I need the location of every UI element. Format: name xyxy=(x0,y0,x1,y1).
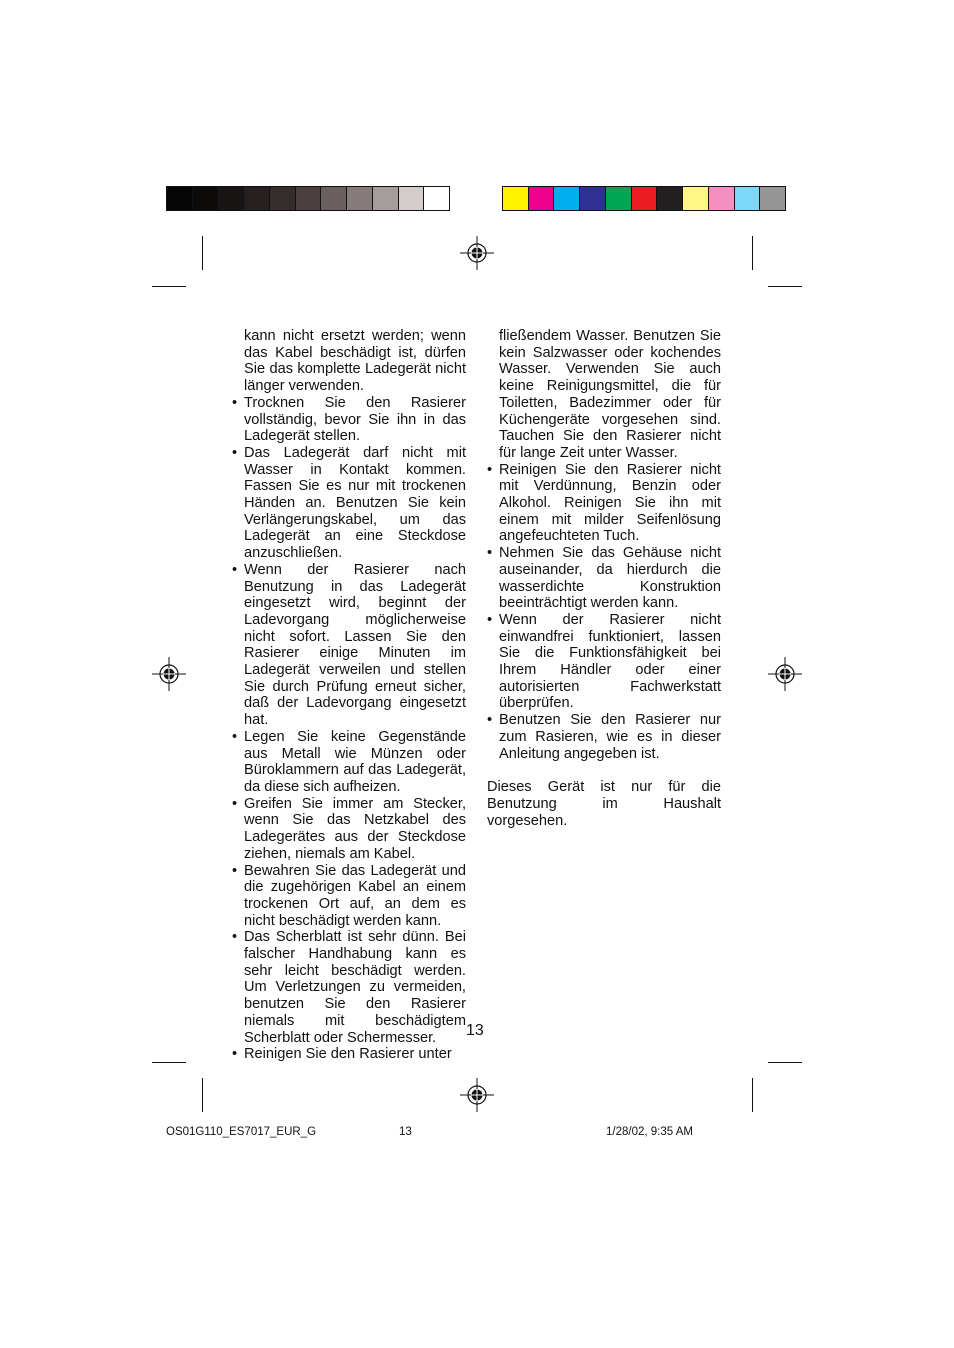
footer-file-name: OS01G110_ES7017_EUR_G xyxy=(166,1126,317,1138)
list-item xyxy=(487,462,721,546)
list-item xyxy=(232,445,466,562)
footer-page: 13 xyxy=(399,1126,412,1138)
list-item xyxy=(487,545,721,612)
color-swatch xyxy=(580,187,606,210)
list-item-text: Legen Sie keine Gegenstände aus Metall wie Münzen oder Büroklammern auf das Ladegerät, da diese sich aufheizen. xyxy=(244,728,466,795)
continued-paragraph: kann nicht ersetzt werden; wenn das Kabel beschädigt ist, dürfen Sie das komplette Ladegerät nicht länger verwenden. xyxy=(244,328,466,395)
registration-mark-icon xyxy=(460,1078,494,1112)
list-item xyxy=(232,395,466,445)
safety-bullet-list xyxy=(487,462,721,763)
color-swatch xyxy=(735,187,761,210)
color-swatch xyxy=(296,187,322,210)
color-swatch xyxy=(347,187,373,210)
bullet-icon: • xyxy=(487,461,493,478)
grayscale-color-bar xyxy=(166,186,450,211)
left-text-column xyxy=(232,328,466,1063)
color-swatch xyxy=(554,187,580,210)
list-item-text: Greifen Sie immer am Stecker, wenn Sie das Netzkabel des Ladegerätes aus der Steckdose ziehen, niemals am Kabel. xyxy=(244,795,466,862)
safety-bullet-list xyxy=(232,395,466,1063)
household-use-note: Dieses Gerät ist nur für die Benutzung im Haushalt vorgesehen. xyxy=(487,779,721,829)
bullet-icon: • xyxy=(232,795,238,812)
list-item xyxy=(487,612,721,712)
list-item-text: Trocknen Sie den Rasierer vollständig, bevor Sie ihn in das Ladegerät stellen. xyxy=(244,394,466,445)
crop-mark xyxy=(768,1062,802,1063)
color-swatch xyxy=(529,187,555,210)
color-swatch xyxy=(167,187,193,210)
list-item xyxy=(232,729,466,796)
color-swatch xyxy=(503,187,529,210)
registration-mark-icon xyxy=(152,657,186,691)
registration-mark-icon xyxy=(768,657,802,691)
color-swatch xyxy=(193,187,219,210)
list-item-text: Das Ladegerät darf nicht mit Wasser in Kontakt kommen. Fassen Sie es nur mit trockenen Händen an. Benutzen Sie kein Verlängerungskabel, um das Ladegerät an eine Steckdose anzuschließen. xyxy=(244,444,466,562)
registration-mark-icon xyxy=(460,236,494,270)
list-item xyxy=(232,796,466,863)
color-swatch xyxy=(657,187,683,210)
bullet-icon: • xyxy=(487,611,493,628)
color-swatch xyxy=(399,187,425,210)
color-swatch xyxy=(683,187,709,210)
list-item xyxy=(232,929,466,1046)
list-item xyxy=(232,1046,466,1063)
color-swatch xyxy=(709,187,735,210)
crop-mark xyxy=(202,236,203,270)
list-item-text: Reinigen Sie den Rasierer unter xyxy=(244,1046,452,1063)
bullet-icon: • xyxy=(487,712,493,729)
color-swatch xyxy=(244,187,270,210)
list-item xyxy=(232,863,466,930)
bullet-icon: • xyxy=(232,561,238,578)
color-swatch xyxy=(373,187,399,210)
crop-mark xyxy=(752,236,753,270)
color-swatch xyxy=(632,187,658,210)
list-item-text: Benutzen Sie den Rasierer nur zum Rasieren, wie es in dieser Anleitung angegeben ist. xyxy=(499,712,721,762)
list-item xyxy=(232,562,466,729)
bullet-icon: • xyxy=(232,862,238,879)
color-swatch xyxy=(424,187,449,210)
bullet-icon: • xyxy=(232,929,238,946)
process-color-bar xyxy=(502,186,786,211)
crop-mark xyxy=(202,1078,203,1112)
page-number: 13 xyxy=(466,1022,484,1039)
list-item-text: Wenn der Rasierer nach Benutzung in das Ladegerät eingesetzt wird, beginnt der Ladevorgang möglicherweise nicht sofort. Lassen Sie den Rasierer einige Minuten im Ladegerät verweilen und stellen Sie durch Prüfung erneut sicher, daß der Ladevorgang eingesetzt hat. xyxy=(244,561,466,729)
bullet-icon: • xyxy=(232,394,238,411)
right-text-column xyxy=(487,328,721,829)
list-item xyxy=(487,712,721,762)
bullet-icon: • xyxy=(232,1046,238,1063)
color-swatch xyxy=(321,187,347,210)
bullet-icon: • xyxy=(232,728,238,745)
list-item-text: Wenn der Rasierer nicht einwandfrei funktioniert, lassen Sie die Funktionsfähigkeit bei Ihrem Händler oder einer autorisierten Fachwerkstatt überprüfen. xyxy=(499,611,721,712)
crop-mark xyxy=(152,286,186,287)
crop-mark xyxy=(752,1078,753,1112)
list-item-text: Bewahren Sie das Ladegerät und die zugehörigen Kabel an einem trockenen Ort auf, an dem es nicht beschädigt werden kann. xyxy=(244,862,466,929)
crop-mark xyxy=(152,1062,186,1063)
color-swatch xyxy=(218,187,244,210)
color-swatch xyxy=(606,187,632,210)
color-swatch xyxy=(270,187,296,210)
color-swatch xyxy=(760,187,785,210)
bullet-icon: • xyxy=(487,545,493,562)
continued-paragraph: fließendem Wasser. Benutzen Sie kein Salzwasser oder kochendes Wasser. Verwenden Sie auch keine Reinigungsmittel, die für Toiletten, Badezimmer oder für Küchengeräte vorgesehen sind. Tauchen Sie den Rasierer nicht für lange Zeit unter Wasser. xyxy=(499,328,721,461)
footer-timestamp: 1/28/02, 9:35 AM xyxy=(606,1126,693,1138)
crop-mark xyxy=(768,286,802,287)
list-item-text: Das Scherblatt ist sehr dünn. Bei falscher Handhabung kann es sehr leicht beschädigt werden. Um Verletzungen zu vermeiden, benutzen Sie den Rasierer niemals mit beschädigtem Scherblatt oder Schermesser. xyxy=(244,929,466,1046)
list-item-text: Reinigen Sie den Rasierer nicht mit Verdünnung, Benzin oder Alkohol. Reinigen Sie ihn mit einem mit milder Seifenlösung angefeuchteten Tuch. xyxy=(499,461,721,545)
bullet-icon: • xyxy=(232,444,238,461)
list-item-text: Nehmen Sie das Gehäuse nicht auseinander, da hierdurch die wasserdichte Konstruktion beeinträchtigt werden kann. xyxy=(499,545,721,612)
